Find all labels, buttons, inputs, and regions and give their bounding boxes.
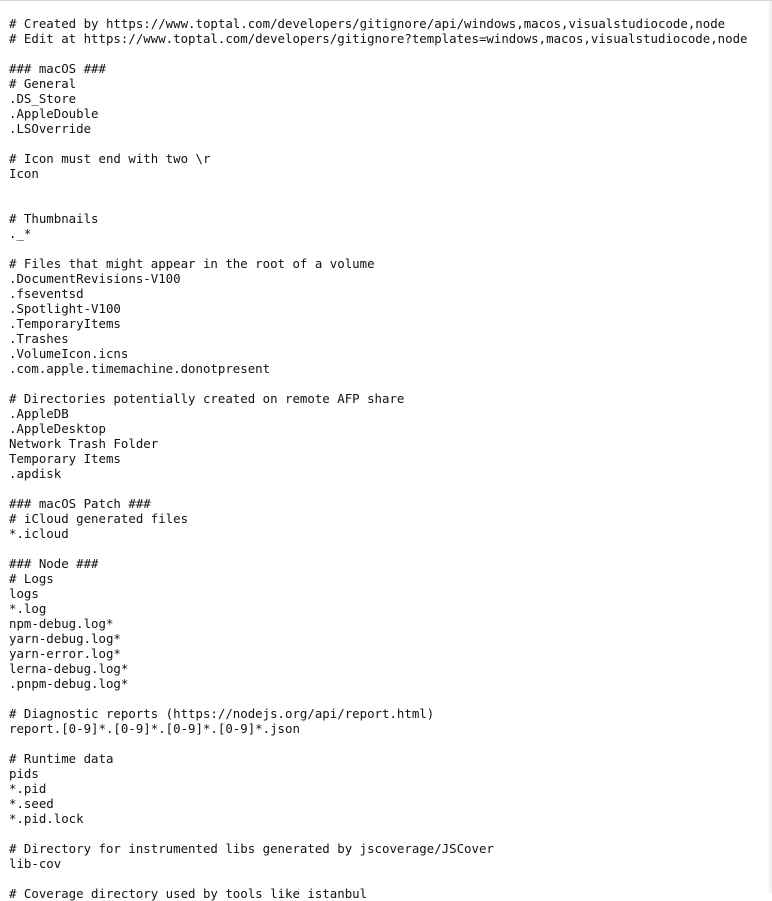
text-line: .TemporaryItems: [9, 316, 121, 331]
text-line: [9, 871, 748, 886]
text-line: .fseventsd: [9, 286, 84, 301]
text-line: [9, 691, 748, 706]
text-line: lerna-debug.log*: [9, 661, 129, 676]
text-line: Temporary Items: [9, 451, 121, 466]
text-line: .VolumeIcon.icns: [9, 346, 129, 361]
text-line: # Edit at https://www.toptal.com/developers/gitignore?templates=windows,macos,visualstudiocode,node: [9, 31, 748, 46]
text-line: ### macOS ###: [9, 61, 106, 76]
text-line: [9, 46, 748, 61]
text-line: ._*: [9, 226, 32, 241]
text-line: yarn-debug.log*: [9, 631, 121, 646]
text-line: *.log: [9, 601, 47, 616]
text-line: [9, 241, 748, 256]
text-line: # Thumbnails: [9, 211, 99, 226]
text-line: lib-cov: [9, 856, 62, 871]
text-line: logs: [9, 586, 39, 601]
text-line: [9, 136, 748, 151]
text-line: [9, 541, 748, 556]
text-line: # Directory for instrumented libs generated by jscoverage/JSCover: [9, 841, 494, 856]
text-line: npm-debug.log*: [9, 616, 114, 631]
text-line: [9, 196, 748, 211]
text-line: # Runtime data: [9, 751, 114, 766]
text-line: # Coverage directory used by tools like istanbul: [9, 886, 368, 901]
text-line: .pnpm-debug.log*: [9, 676, 129, 691]
text-line: # Icon must end with two \r: [9, 151, 211, 166]
text-line: # Directories potentially created on remote AFP share: [9, 391, 405, 406]
text-line: .DS_Store: [9, 91, 77, 106]
text-line: yarn-error.log*: [9, 646, 121, 661]
text-line: [9, 376, 748, 391]
text-line: *.pid: [9, 781, 47, 796]
gitignore-text: [9, 16, 748, 901]
text-line: Network Trash Folder: [9, 436, 159, 451]
text-line: # General: [9, 76, 77, 91]
text-line: [9, 181, 748, 196]
text-line: *.pid.lock: [9, 811, 84, 826]
text-line: # Logs: [9, 571, 54, 586]
text-line: # Files that might appear in the root of a volume: [9, 256, 375, 271]
text-line: [9, 826, 748, 841]
text-line: *.icloud: [9, 526, 69, 541]
text-line: .Trashes: [9, 331, 69, 346]
text-line: report.[0-9]*.[0-9]*.[0-9]*.[0-9]*.json: [9, 721, 300, 736]
text-line: ### macOS Patch ###: [9, 496, 151, 511]
text-line: .AppleDB: [9, 406, 69, 421]
text-line: ### Node ###: [9, 556, 99, 571]
text-line: Icon: [9, 166, 39, 181]
text-line: [9, 736, 748, 751]
text-line: .AppleDouble: [9, 106, 99, 121]
text-line: *.seed: [9, 796, 54, 811]
text-line: .AppleDesktop: [9, 421, 106, 436]
text-line: # Diagnostic reports (https://nodejs.org/api/report.html): [9, 706, 435, 721]
text-line: .com.apple.timemachine.donotpresent: [9, 361, 271, 376]
text-line: .DocumentRevisions-V100: [9, 271, 181, 286]
text-line: .Spotlight-V100: [9, 301, 121, 316]
text-line: [9, 481, 748, 496]
text-line: # iCloud generated files: [9, 511, 189, 526]
text-line: # Created by https://www.toptal.com/developers/gitignore/api/windows,macos,visualstudiocode,node: [9, 16, 726, 31]
text-line: .apdisk: [9, 466, 62, 481]
text-line: .LSOverride: [9, 121, 92, 136]
text-line: pids: [9, 766, 39, 781]
